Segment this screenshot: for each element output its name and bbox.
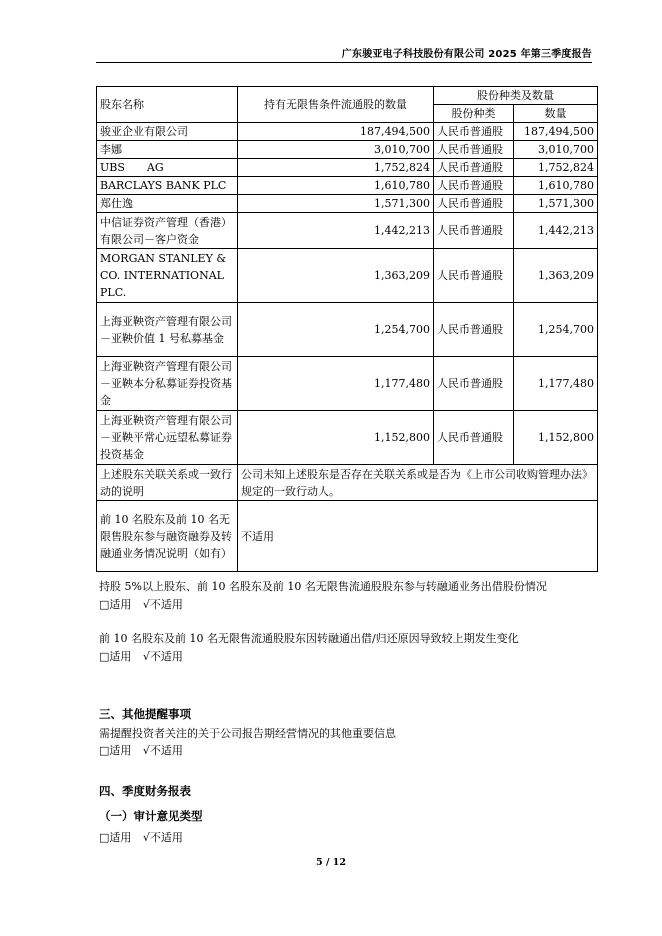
- other-reminders-options: [99, 742, 183, 759]
- audit-opinion-heading: （一）审计意见类型: [99, 809, 203, 823]
- other-reminders-text: 需提醒投资者关注的关于公司报告期经营情况的其他重要信息: [99, 727, 396, 740]
- shareholder-name: 上海亚鞅资产管理有限公司－亚鞅本分私募证券投资基金: [97, 357, 238, 411]
- table-row: [97, 141, 598, 159]
- top-shareholders-table: [96, 86, 598, 572]
- shareholder-name: 郑仕逸: [97, 195, 238, 213]
- table-row: [97, 249, 598, 303]
- unrestricted-shares: 1,152,800: [238, 411, 434, 465]
- financial-statements-heading: 四、季度财务报表: [99, 784, 191, 798]
- share-type: 人民币普通股: [434, 123, 514, 141]
- table-row: [97, 411, 598, 465]
- relation-label: 上述股东关联关系或一致行动的说明: [97, 465, 238, 501]
- header-share-type-group: 股份种类及数量: [434, 87, 598, 105]
- unrestricted-shares: 1,363,209: [238, 249, 434, 303]
- unrestricted-shares: 1,610,780: [238, 177, 434, 195]
- shareholder-name: 李娜: [97, 141, 238, 159]
- table-row: [97, 465, 598, 501]
- table-row: [97, 195, 598, 213]
- audit-opinion-options: [99, 829, 183, 846]
- header-share-type: 股份种类: [434, 105, 514, 123]
- lending-statement: 持股 5%以上股东、前 10 名股东及前 10 名无限售流通股股东参与转融通业务出借股份情况: [99, 580, 547, 593]
- table-row: [97, 213, 598, 249]
- share-type: 人民币普通股: [434, 141, 514, 159]
- applicable-checkbox[interactable]: □适用: [99, 831, 132, 844]
- share-quantity: 1,363,209: [514, 249, 598, 303]
- applicable-checkbox[interactable]: □适用: [99, 744, 132, 757]
- shareholder-name: MORGAN STANLEY & CO. INTERNATIONAL PLC.: [97, 249, 238, 303]
- share-quantity: 1,571,300: [514, 195, 598, 213]
- unrestricted-shares: 1,442,213: [238, 213, 434, 249]
- share-type: 人民币普通股: [434, 195, 514, 213]
- not-applicable-checkbox[interactable]: √不适用: [142, 831, 183, 844]
- share-type: 人民币普通股: [434, 357, 514, 411]
- other-reminders-heading: 三、其他提醒事项: [99, 707, 191, 721]
- table-row: [97, 357, 598, 411]
- applicable-checkbox[interactable]: □适用: [99, 598, 132, 611]
- change-options: [99, 648, 183, 665]
- header-unrestricted-shares: 持有无限售条件流通股的数量: [238, 87, 434, 123]
- unrestricted-shares: 187,494,500: [238, 123, 434, 141]
- share-type: 人民币普通股: [434, 249, 514, 303]
- share-quantity: 1,752,824: [514, 159, 598, 177]
- unrestricted-shares: 1,752,824: [238, 159, 434, 177]
- lending-options: [99, 596, 183, 613]
- table-row: [97, 159, 598, 177]
- share-type: 人民币普通股: [434, 177, 514, 195]
- shareholder-name: BARCLAYS BANK PLC: [97, 177, 238, 195]
- unrestricted-shares: 1,254,700: [238, 303, 434, 357]
- not-applicable-checkbox[interactable]: √不适用: [142, 650, 183, 663]
- share-quantity: 1,152,800: [514, 411, 598, 465]
- shareholder-name: 骏亚企业有限公司: [97, 123, 238, 141]
- share-type: 人民币普通股: [434, 213, 514, 249]
- table-row: [97, 177, 598, 195]
- share-quantity: 1,177,480: [514, 357, 598, 411]
- unrestricted-shares: 1,177,480: [238, 357, 434, 411]
- change-statement: 前 10 名股东及前 10 名无限售流通股股东因转融通出借/归还原因导致较上期发生变化: [99, 632, 519, 645]
- share-quantity: 187,494,500: [514, 123, 598, 141]
- margin-trading-label: 前 10 名股东及前 10 名无限售股东参与融资融券及转融通业务情况说明（如有）: [97, 501, 238, 572]
- table-row: [97, 303, 598, 357]
- shareholder-name: 上海亚鞅资产管理有限公司－亚鞅平常心远望私募证券投资基金: [97, 411, 238, 465]
- header-shareholder-name: 股东名称: [97, 87, 238, 123]
- applicable-checkbox[interactable]: □适用: [99, 650, 132, 663]
- table-row: [97, 501, 598, 572]
- shareholder-name: UBS AG: [97, 159, 238, 177]
- page-number: 5 / 12: [316, 857, 346, 868]
- share-type: 人民币普通股: [434, 159, 514, 177]
- header-quantity: 数量: [514, 105, 598, 123]
- shareholder-name: 中信证券资产管理（香港）有限公司－客户资金: [97, 213, 238, 249]
- share-quantity: 1,254,700: [514, 303, 598, 357]
- relation-text: 公司未知上述股东是否存在关联关系或是否为《上市公司收购管理办法》规定的一致行动人。: [238, 465, 598, 501]
- share-type: 人民币普通股: [434, 411, 514, 465]
- unrestricted-shares: 3,010,700: [238, 141, 434, 159]
- share-type: 人民币普通股: [434, 303, 514, 357]
- header-divider: [96, 62, 592, 63]
- margin-trading-text: 不适用: [238, 501, 598, 572]
- share-quantity: 1,610,780: [514, 177, 598, 195]
- shareholder-name: 上海亚鞅资产管理有限公司－亚鞅价值 1 号私募基金: [97, 303, 238, 357]
- share-quantity: 3,010,700: [514, 141, 598, 159]
- report-header: 广东骏亚电子科技股份有限公司 2025 年第三季度报告: [341, 49, 592, 60]
- table-row: [97, 123, 598, 141]
- not-applicable-checkbox[interactable]: √不适用: [142, 744, 183, 757]
- share-quantity: 1,442,213: [514, 213, 598, 249]
- unrestricted-shares: 1,571,300: [238, 195, 434, 213]
- not-applicable-checkbox[interactable]: √不适用: [142, 598, 183, 611]
